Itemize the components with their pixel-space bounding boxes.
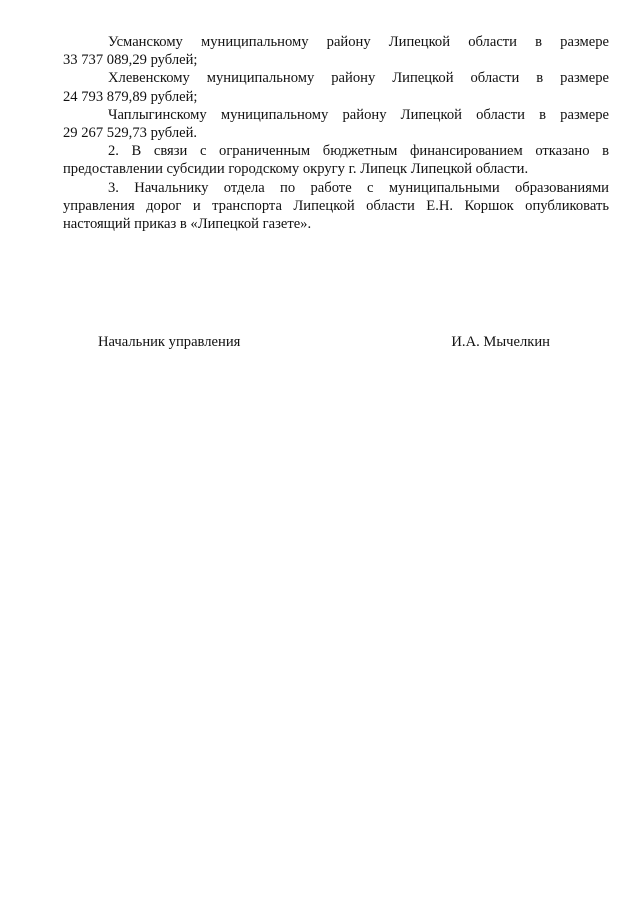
paragraph-line: предоставлении субсидии городскому округу г. Липецк Липецкой области. [63,161,529,178]
paragraph-line: управления дорог и транспорта Липецкой области Е.Н. Коршок опубликовать [63,197,609,214]
paragraph-line: Чаплыгинскому муниципальному району Липецкой области в размере [108,106,609,123]
paragraph-line: 33 737 089,29 рублей; [63,52,198,69]
paragraph-line: 24 793 879,89 рублей; [63,88,198,105]
signatory-title: Начальник управления [98,334,241,350]
paragraph-line: Хлевенскому муниципальному району Липецкой области в размере [108,70,609,87]
document-body [63,33,609,233]
signature-block [98,333,550,353]
paragraph-line: настоящий приказ в «Липецкой газете». [63,216,312,233]
paragraph-item-3 [63,179,609,234]
paragraph-line: 3. Начальнику отдела по работе с муниципальными образованиями [108,179,609,196]
paragraph-line: Усманскому муниципальному району Липецкой области в размере [108,34,609,50]
paragraph-usman [63,33,609,69]
signatory-name: И.А. Мычелкин [451,334,550,350]
paragraph-chaplygin [63,106,609,142]
paragraph-item-2 [63,142,609,178]
paragraph-line: 2. В связи с ограниченным бюджетным финансированием отказано в [108,143,609,160]
paragraph-line: 29 267 529,73 рублей. [63,125,198,142]
paragraph-khlevnoe [63,69,609,105]
